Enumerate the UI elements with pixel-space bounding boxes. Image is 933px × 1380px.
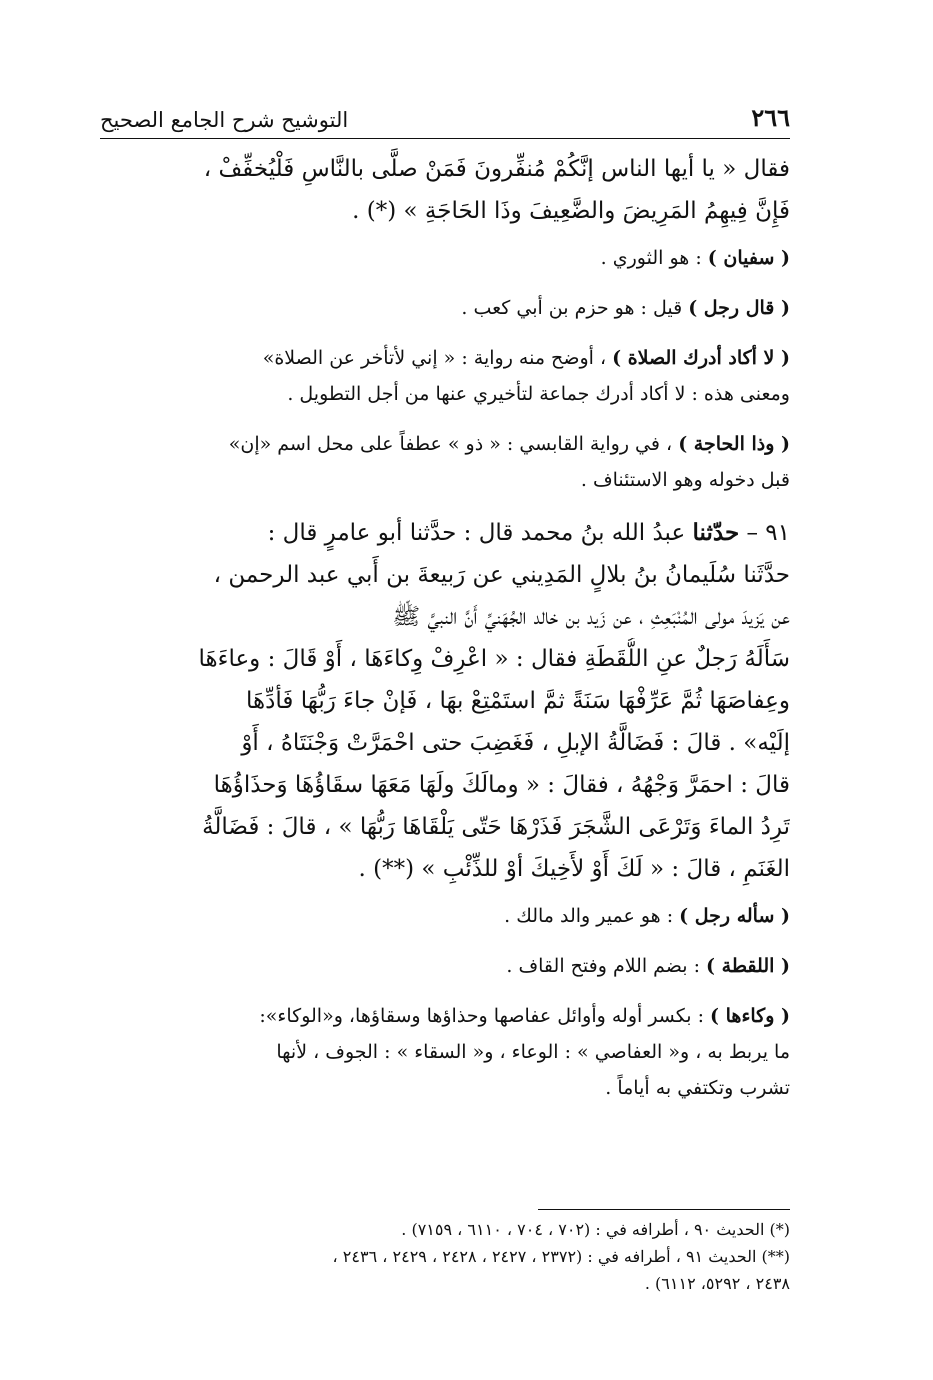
text-line (100, 948, 790, 984)
text-line (100, 290, 790, 326)
footnote-1: (*) الحديث ٩٠ ، أطرافه في : (٧٠٢ ، ٧٠٤ ، ٦١١٠ ، ٧١٥٩) . (401, 1220, 790, 1239)
footnote-2-line-1: (**) الحديث ٩١ ، أطرافه في : (٢٣٧٢ ، ٢٤٢٧ ، ٢٤٢٨ ، ٢٤٢٩ ، ٢٤٣٦ ، (332, 1247, 790, 1266)
text-line: وعِفاصَهَا ثُمَّ عَرِّفْهَا سَنَةً ثمَّ استَمْتِعْ بهَا ، فَإنْ جاءَ رَبُّهَا فَأدِّهَا (246, 688, 790, 714)
commentary-text: : بكسر أوله وأوائل عفاصها وحذاؤها وسقاؤها، و«الوكاء»: (259, 1005, 711, 1027)
commentary-keyword: ( سأله رجل ) (679, 905, 790, 927)
commentary-sufyan (100, 240, 790, 276)
text-line: فقال « يا أيها الناس إنَّكُمْ مُنفِّرونَ فَمَنْ صلَّى بالنَّاسِ فَلْيُخفِّفْ ، (203, 156, 790, 182)
commentary-keyword: ( لا أكاد أدرك الصلاة ) (612, 347, 790, 369)
commentary-saalahu-rajul (100, 898, 790, 934)
hadith-90-ending (100, 148, 790, 232)
commentary-keyword: ( اللقطة ) (706, 955, 790, 977)
commentary-qala-rajul (100, 290, 790, 326)
text-line: عن يَزيدَ مولى المُنْبَعِثِ ، عن زَيد بن خالد الجُهَنيِّ أَنَّ النبيَّ ﷺ (392, 604, 790, 630)
commentary-text: : هو الثوري . (600, 247, 708, 269)
text-line: إلَيْه» . قالَ : فَضَالَّةُ الإبلِ ، فَغَضِبَ حتى احْمَرَّتْ وَجْنَتَاهُ ، أَوْ (241, 730, 790, 756)
text-line: تشرب وتكتفي به أياماً . (605, 1077, 790, 1099)
commentary-dhal-haja (100, 426, 790, 498)
page-number: ٢٦٦ (751, 103, 790, 132)
text-line: قبل دخوله وهو الاستئناف . (580, 469, 790, 491)
text-line: فَإِنَّ فِيهِمُ المَرِيضَ والضَّعِيفَ وذَا الحَاجَةِ » (*) . (352, 198, 790, 224)
running-title: التوشيح شرح الجامع الصحيح (100, 108, 349, 132)
text-line: سَأَلَهُ رَجلٌ عنِ اللُّقَطَةِ فقال : « اعْرِفْ وِكاءَهَا ، أَوْ قَالَ : وعاءَهَا (198, 646, 790, 672)
commentary-luqata (100, 948, 790, 984)
text-line (100, 898, 790, 934)
text-line (100, 240, 790, 276)
commentary-text: ، في رواية القابسي : « ذو » عطفاً على محل اسم «إن» (228, 433, 679, 455)
hadith-number: ٩١ – (739, 520, 790, 546)
commentary-keyword: ( سفيان ) (707, 247, 790, 269)
footnote-separator (538, 1209, 790, 1210)
text-line: ما يربط به ، و« العفاصي » : الوعاء ، و« السقاء » : الجوف ، لأنها (276, 1041, 790, 1063)
commentary-text: ، أوضح منه رواية : « إني لأتأخر عن الصلاة» (262, 347, 613, 369)
page-header (100, 92, 790, 139)
commentary-text: : بضم اللام وفتح القاف . (506, 955, 707, 977)
main-text (100, 148, 790, 1106)
text-line: تَرِدُ الماءَ وَتَرْعَى الشَّجَرَ فَذَرْهَا حَتّى يَلْقَاهَا رَبُّهَا » ، قالَ : فَضَالَّةُ (202, 814, 790, 840)
text-line (100, 340, 790, 376)
footnote-2-line-2: ٢٤٣٨ ، ٥٢٩٢، ٦١١٢) . (644, 1274, 790, 1293)
commentary-keyword: ( قال رجل ) (688, 297, 790, 319)
hadith-91 (100, 512, 790, 890)
footnotes (100, 1216, 790, 1297)
text-line (100, 512, 790, 554)
commentary-text: قيل : هو حزم بن أبي كعب . (461, 297, 689, 319)
text-line: الغَنَمِ ، قالَ : « لَكَ أَوْ لأَخِيكَ أوْ للذِّئْبِ » (**) . (358, 856, 790, 882)
text-line (100, 998, 790, 1034)
commentary-wikaaha (100, 998, 790, 1106)
commentary-salat (100, 340, 790, 412)
hadith-text: عبدُ الله بنُ محمد قال : حدَّثنا أبو عامرٍ قال : (267, 520, 693, 546)
text-line (100, 426, 790, 462)
commentary-keyword: ( وكاءها ) (710, 1005, 790, 1027)
text-line: ومعنى هذه : لا أكاد أدرك جماعة لتأخيري عنها من أجل التطويل . (287, 383, 790, 405)
hadith-keyword: حدّثنا (692, 519, 740, 546)
commentary-text: : هو عمير والد مالك . (504, 905, 680, 927)
text-line: قالَ : احمَرَّ وَجْهُهُ ، فقالَ : « ومالَكَ ولَهَا مَعَهَا سقَاؤُهَا وَحذَاؤُهَا (213, 772, 790, 798)
text-line: حدَّثَنا سُلَيمانُ بنُ بلالٍ المَدِيني عن رَبيعةَ بن أَبي عبد الرحمن ، (213, 562, 790, 588)
commentary-keyword: ( وذا الحاجة ) (678, 433, 790, 455)
